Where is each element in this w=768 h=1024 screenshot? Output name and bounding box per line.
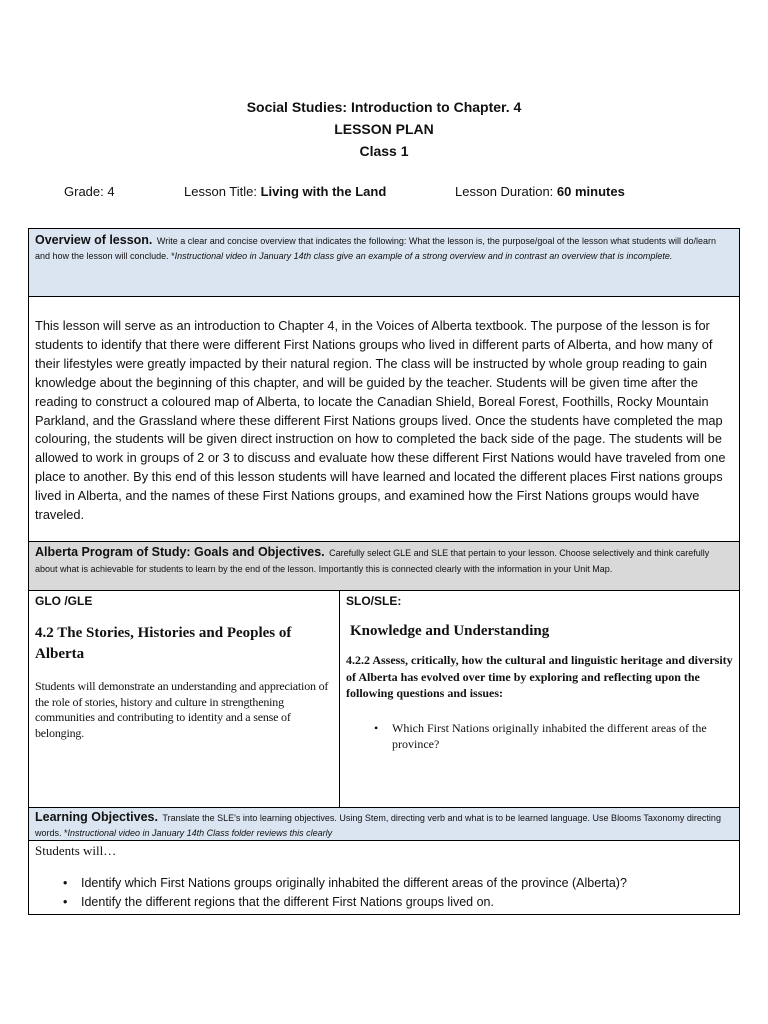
slo-heading: Knowledge and Understanding	[350, 623, 550, 639]
overview-instructions: Write a clear and concise overview that indicates the following: What the lesson is, the purpose/goal of the lesson what students will do/learn and how the lesson will conclude. *	[35, 236, 717, 261]
lesson-title	[184, 184, 386, 199]
slo-bullet-item: • Which First Nations originally inhabited the different areas of the province?	[346, 720, 734, 753]
glo-heading: 4.2 The Stories, Histories and Peoples of Alberta	[35, 625, 292, 662]
learning-objective-list	[35, 874, 733, 912]
program-title: Alberta Program of Study: Goals and Objectives.	[35, 545, 325, 559]
overview-title: Overview of lesson.	[35, 233, 153, 247]
class-number: Class 1	[359, 143, 409, 159]
learning-instructions: Translate the SLE's into learning objectives. Using Stem, directing verb and what is to be learned language. Use Blooms Taxonomy directing words. *	[35, 813, 721, 838]
grade-label: Grade: 4	[64, 184, 115, 199]
program-table	[28, 590, 740, 808]
learning-objective-item: • Identify which First Nations groups originally inhabited the different areas of the province (Alberta)?	[35, 874, 733, 893]
lesson-duration	[455, 184, 625, 199]
slo-label: SLO/SLE:	[346, 594, 402, 608]
lesson-title-label: Lesson Title:	[184, 184, 261, 199]
slo-cell	[346, 594, 734, 753]
course-title: Social Studies: Introduction to Chapter. 4	[246, 99, 522, 115]
column-divider	[339, 591, 340, 807]
glo-text: Students will demonstrate an understanding and appreciation of the role of stories, history and culture in strengthening communities and contributing to identity and a sense of belonging.	[35, 679, 329, 740]
lesson-title-value: Living with the Land	[260, 184, 387, 199]
slo-bullet-list	[346, 720, 734, 753]
overview-header	[28, 228, 740, 297]
glo-cell	[35, 594, 333, 741]
overview-instructions-note: Instructional video in January 14th class give an example of a strong overview and in contrast an overview that is incomplete.	[174, 251, 673, 261]
page-header	[0, 96, 768, 162]
learning-objective-item: • Identify the different regions that the different First Nations groups lived on.	[35, 893, 733, 912]
learning-title: Learning Objectives.	[35, 810, 158, 824]
overview-body	[28, 296, 740, 542]
overview-text: This lesson will serve as an introduction to Chapter 4, in the Voices of Alberta textbook. The purpose of the lesson is for students to identify that there were different First Nations groups who lived in different parts of Alberta, and how many of their lifestyles were greatly impacted by their natural region. The class will be instructed by whole group reading to gain knowledge about the beginning of this chapter, and will be guided by the teacher. Students will be given time after the reading to construct a coloured map of Alberta, to locate the Canadian Shield, Boreal Forest, Foothills, Rocky Mountain Parkland, and the Grassland where these different First Nations groups lived. Once the students have completed the map colouring, the students will be given direct instruction on how to completed the back side of the page. The students will be allowed to work in groups of 2 or 3 to discuss and evaluate how these different First Nations would have traveled from one place to another. By this end of this lesson students will have learned and located the different places First nations groups lived in Alberta, and the names of these First Nations groups, and examined how the First Nations groups would have traveled.	[35, 318, 726, 523]
duration-label: Lesson Duration:	[455, 184, 557, 199]
glo-label: GLO /GLE	[35, 594, 93, 608]
duration-value: 60 minutes	[556, 184, 625, 199]
learning-instructions-note: Instructional video in January 14th Class folder reviews this clearly	[67, 828, 333, 838]
learning-stem: Students will…	[35, 843, 117, 858]
learning-header	[28, 807, 740, 841]
document-type: LESSON PLAN	[334, 121, 434, 137]
program-header	[28, 541, 740, 591]
slo-text: 4.2.2 Assess, critically, how the cultural and linguistic heritage and diversity of Alberta has evolved over time by exploring and reflecting upon the following questions and issues:	[346, 653, 733, 700]
learning-body	[28, 840, 740, 915]
program-instructions: Carefully select GLE and SLE that pertain to your lesson. Choose selectively and think carefully about what is achievable for students to learn by the end of the lesson. Importantly this is connected clearly with the information in your Unit Map.	[35, 548, 710, 574]
